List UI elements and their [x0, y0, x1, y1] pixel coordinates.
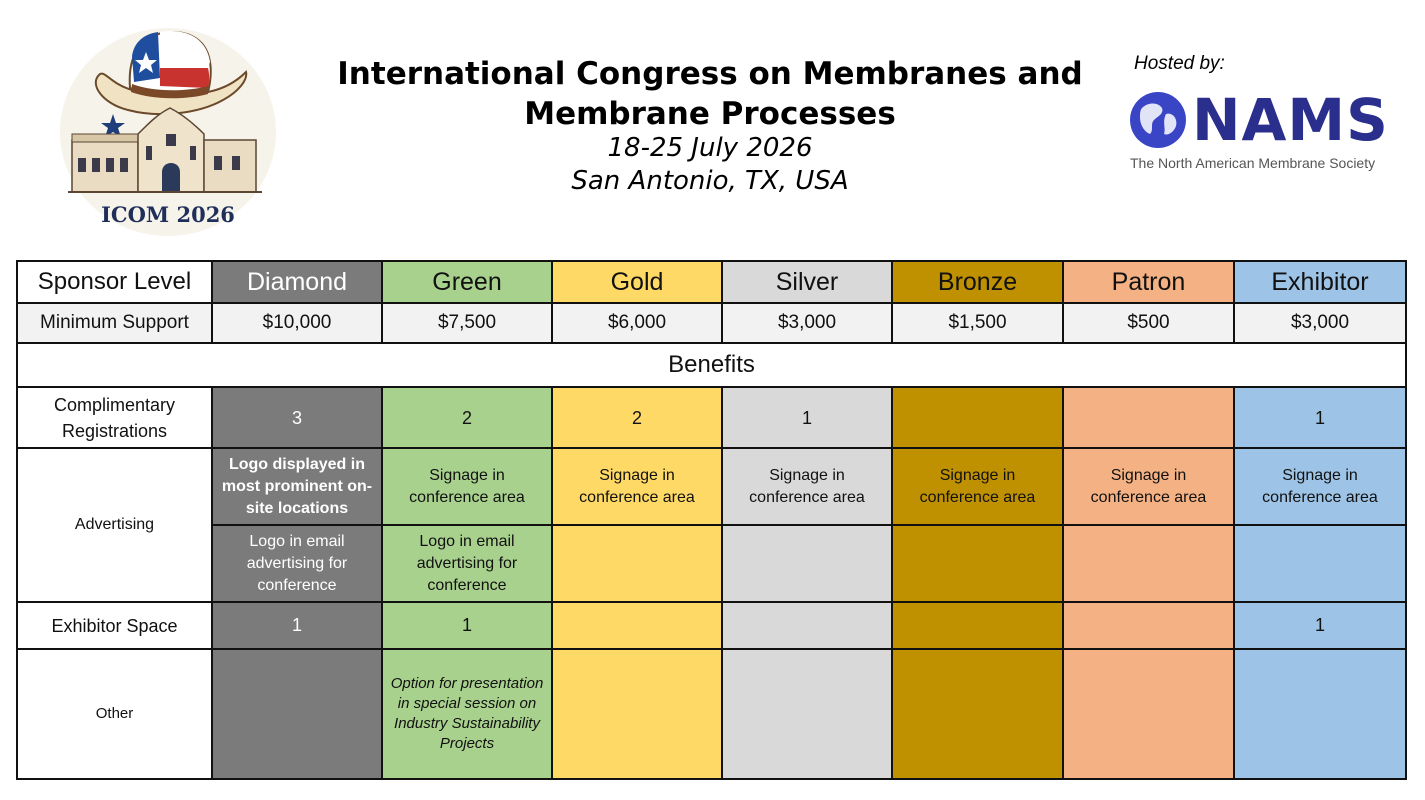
advertising-row-2 — [17, 525, 1406, 602]
conference-title: International Congress on Membranes and Membrane Processes — [337, 56, 1083, 132]
nams-logo — [1128, 88, 1390, 178]
exhibitor-space-row — [17, 602, 1406, 649]
exhibitor-space-patron — [1063, 602, 1234, 649]
level-green: Green — [382, 261, 552, 303]
advertising-1-exhibitor: Signage in conference area — [1234, 448, 1406, 525]
minimum-gold: $6,000 — [552, 303, 722, 343]
other-gold — [552, 649, 722, 779]
advertising-1-diamond: Logo displayed in most prominent on-site locations — [212, 448, 382, 525]
registrations-exhibitor: 1 — [1234, 387, 1406, 448]
benefits-heading-row — [17, 343, 1406, 387]
level-silver: Silver — [722, 261, 892, 303]
minimum-silver: $3,000 — [722, 303, 892, 343]
exhibitor-space-green: 1 — [382, 602, 552, 649]
level-patron: Patron — [1063, 261, 1234, 303]
advertising-1-bronze: Signage in conference area — [892, 448, 1063, 525]
level-gold: Gold — [552, 261, 722, 303]
icom-2026-logo — [58, 22, 278, 237]
advertising-2-diamond: Logo in email advertising for conference — [212, 525, 382, 602]
sponsor-table — [16, 260, 1407, 780]
other-patron — [1063, 649, 1234, 779]
other-green: Option for presentation in special session on Industry Sustainability Projects — [382, 649, 552, 779]
other-row — [17, 649, 1406, 779]
minimum-support-label: Minimum Support — [17, 303, 212, 343]
advertising-2-patron — [1063, 525, 1234, 602]
advertising-2-gold — [552, 525, 722, 602]
registrations-gold: 2 — [552, 387, 722, 448]
conference-location: San Antonio, TX, USA — [571, 166, 849, 196]
advertising-1-green: Signage in conference area — [382, 448, 552, 525]
exhibitor-space-silver — [722, 602, 892, 649]
registrations-silver: 1 — [722, 387, 892, 448]
level-diamond: Diamond — [212, 261, 382, 303]
minimum-green: $7,500 — [382, 303, 552, 343]
exhibitor-space-exhibitor: 1 — [1234, 602, 1406, 649]
advertising-1-gold: Signage in conference area — [552, 448, 722, 525]
advertising-2-green: Logo in email advertising for conference — [382, 525, 552, 602]
exhibitor-space-diamond: 1 — [212, 602, 382, 649]
advertising-1-patron: Signage in conference area — [1063, 448, 1234, 525]
other-exhibitor — [1234, 649, 1406, 779]
other-diamond — [212, 649, 382, 779]
other-silver — [722, 649, 892, 779]
registrations-green: 2 — [382, 387, 552, 448]
advertising-label: Advertising — [17, 448, 212, 602]
registrations-patron — [1063, 387, 1234, 448]
advertising-2-bronze — [892, 525, 1063, 602]
advertising-2-silver — [722, 525, 892, 602]
exhibitor-space-bronze — [892, 602, 1063, 649]
other-label: Other — [17, 649, 212, 779]
sponsor-level-row — [17, 261, 1406, 303]
advertising-2-exhibitor — [1234, 525, 1406, 602]
globe-icon — [1128, 90, 1188, 150]
registrations-row — [17, 387, 1406, 448]
nams-tagline: The North American Membrane Society — [1130, 155, 1376, 171]
minimum-exhibitor: $3,000 — [1234, 303, 1406, 343]
hosted-by-label: Hosted by: — [1134, 53, 1225, 74]
level-bronze: Bronze — [892, 261, 1063, 303]
registrations-diamond: 3 — [212, 387, 382, 448]
minimum-diamond: $10,000 — [212, 303, 382, 343]
other-bronze — [892, 649, 1063, 779]
registrations-label: Complimentary Registrations — [17, 387, 212, 448]
advertising-1-silver: Signage in conference area — [722, 448, 892, 525]
registrations-bronze — [892, 387, 1063, 448]
logo-text: ICOM 2026 — [101, 202, 235, 227]
exhibitor-space-label: Exhibitor Space — [17, 602, 212, 649]
advertising-row-1 — [17, 448, 1406, 525]
conference-dates: 18-25 July 2026 — [607, 133, 813, 163]
minimum-patron: $500 — [1063, 303, 1234, 343]
nams-wordmark: NAMS — [1192, 86, 1389, 154]
benefits-heading: Benefits — [17, 343, 1406, 387]
exhibitor-space-gold — [552, 602, 722, 649]
level-exhibitor: Exhibitor — [1234, 261, 1406, 303]
minimum-bronze: $1,500 — [892, 303, 1063, 343]
sponsor-level-label: Sponsor Level — [17, 261, 212, 303]
minimum-support-row — [17, 303, 1406, 343]
